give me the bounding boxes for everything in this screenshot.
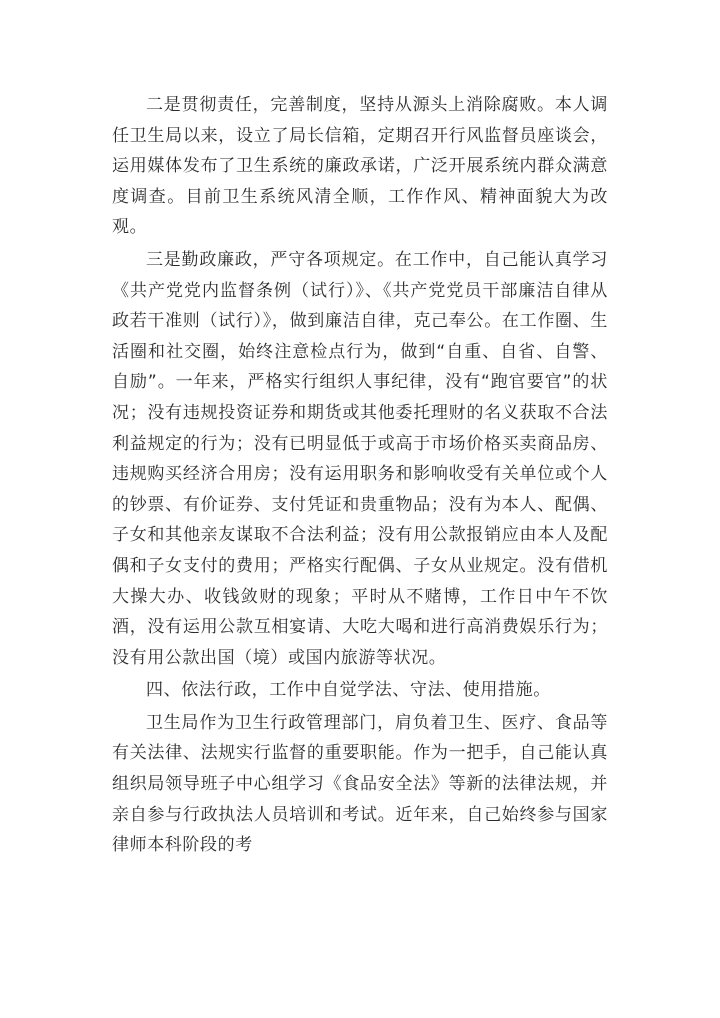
document-body	[112, 90, 608, 863]
paragraph-integrity: 三是勤政廉政，严守各项规定。在工作中，自己能认真学习《共产党党内监督条例（试行）》、《共产党党员干部廉洁自律从政若干准则（试行）》，做到廉洁自律，克己奉公。在工作圈、生活圈和社交圈，始终注意检点行为，做到“自重、自省、自警、自励”。一年来，严格实行组织人事纪律，没有“跑官要官”的状况；没有违规投资证券和期货或其他委托理财的名义获取不合法利益规定的行为；没有已明显低于或高于市场价格买卖商品房、违规购买经济合用房；没有运用职务和影响收受有关单位或个人的钞票、有价证券、支付凭证和贵重物品；没有为本人、配偶、子女和其他亲友谋取不合法利益；没有用公款报销应由本人及配偶和子女支付的费用；严格实行配偶、子女从业规定。没有借机大操大办、收钱敛财的现象；平时从不赌博，工作日中午不饮酒，没有运用公款互相宴请、大吃大喝和进行高消费娱乐行为；没有用公款出国（境）或国内旅游等状况。	[112, 249, 608, 668]
paragraph-law-duties: 卫生局作为卫生行政管理部门，肩负着卫生、医疗、食品等有关法律、法规实行监督的重要职能。作为一把手，自己能认真组织局领导班子中心组学习《食品安全法》等新的法律法规，并亲自参与行政执法人员培训和考试。近年来，自己始终参与国家律师本科阶段的考	[112, 712, 608, 856]
paragraph-law-heading: 四、依法行政，工作中自觉学法、守法、使用措施。	[146, 680, 551, 701]
paragraph-responsibility: 二是贯彻责任，完善制度，坚持从源头上消除腐败。本人调任卫生局以来，设立了局长信箱，定期召开行风监督员座谈会，运用媒体发布了卫生系统的廉政承诺，广泛开展系统内群众满意度调查。目前卫生系统风清全顺，工作作风、精神面貌大为改观。	[112, 95, 608, 238]
